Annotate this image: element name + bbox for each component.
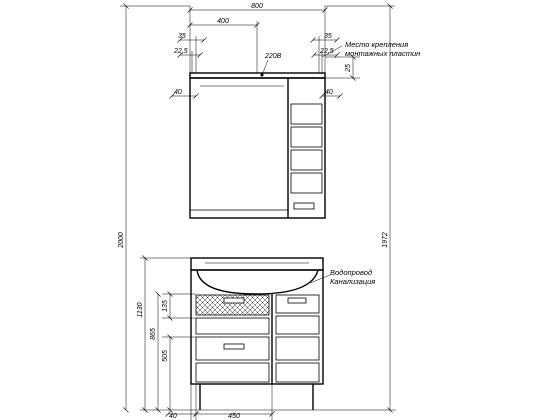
sink-basin-curve (197, 270, 318, 294)
notes (330, 40, 420, 286)
mirror-shelf-4 (291, 173, 322, 193)
right-drawer-3 (276, 337, 319, 360)
dim-left-35-label: 35 (178, 33, 186, 40)
mounting-note-line2: монтажных пластин (345, 49, 421, 58)
mesh-drawer-handle (224, 298, 244, 303)
dim-left-22-5-label: 22,5 (174, 48, 188, 55)
left-drawer-1 (196, 318, 269, 334)
plumbing-note-line2: Канализация (330, 277, 376, 286)
dim-1972-label: 1972 (382, 232, 389, 248)
mirror-shelf-2 (291, 127, 322, 147)
dim-right-22-5-label: 22,5 (320, 48, 334, 55)
mirror-cabinet-top-lamp (190, 73, 325, 78)
sink-countertop (191, 258, 323, 270)
dim-450-label: 450 (228, 413, 240, 420)
mirror-drawer-handle (294, 203, 314, 209)
dim-socket-label: 220В (265, 53, 282, 60)
dimension-texts (118, 3, 389, 420)
plumbing-note-line1: Водопровод (330, 268, 373, 277)
leader-lines (310, 46, 342, 283)
dim-left-40-label: 40 (174, 89, 182, 96)
left-drawer-3 (196, 363, 269, 382)
right-drawer-4 (276, 363, 319, 382)
dim-bottom-40-label: 40 (169, 413, 177, 420)
left-drawer-2 (196, 337, 269, 360)
dim-400-label: 400 (217, 18, 229, 25)
mirror-shelf-3 (291, 150, 322, 170)
mirror-cabinet (190, 60, 325, 218)
dim-800-label: 800 (251, 3, 263, 10)
right-drawer-1-handle (288, 298, 306, 303)
dim-135-label: 135 (162, 300, 169, 312)
dim-505-label: 505 (162, 350, 169, 362)
dim-right-25-label: 25 (345, 64, 352, 72)
mirror-cabinet-body (190, 78, 325, 218)
vanity-unit (191, 258, 323, 410)
dim-2000-label: 2000 (118, 232, 125, 248)
left-drawer-2-handle (224, 344, 244, 349)
right-drawer-2 (276, 316, 319, 334)
mounting-note-line1: Место крепления (345, 40, 409, 49)
dim-865-label: 865 (150, 328, 157, 340)
dim-right-35-label: 35 (324, 33, 332, 40)
mirror-shelf-1 (291, 104, 322, 124)
dim-right-40-label: 40 (325, 89, 333, 96)
dim-1130-label: 1130 (137, 302, 144, 318)
